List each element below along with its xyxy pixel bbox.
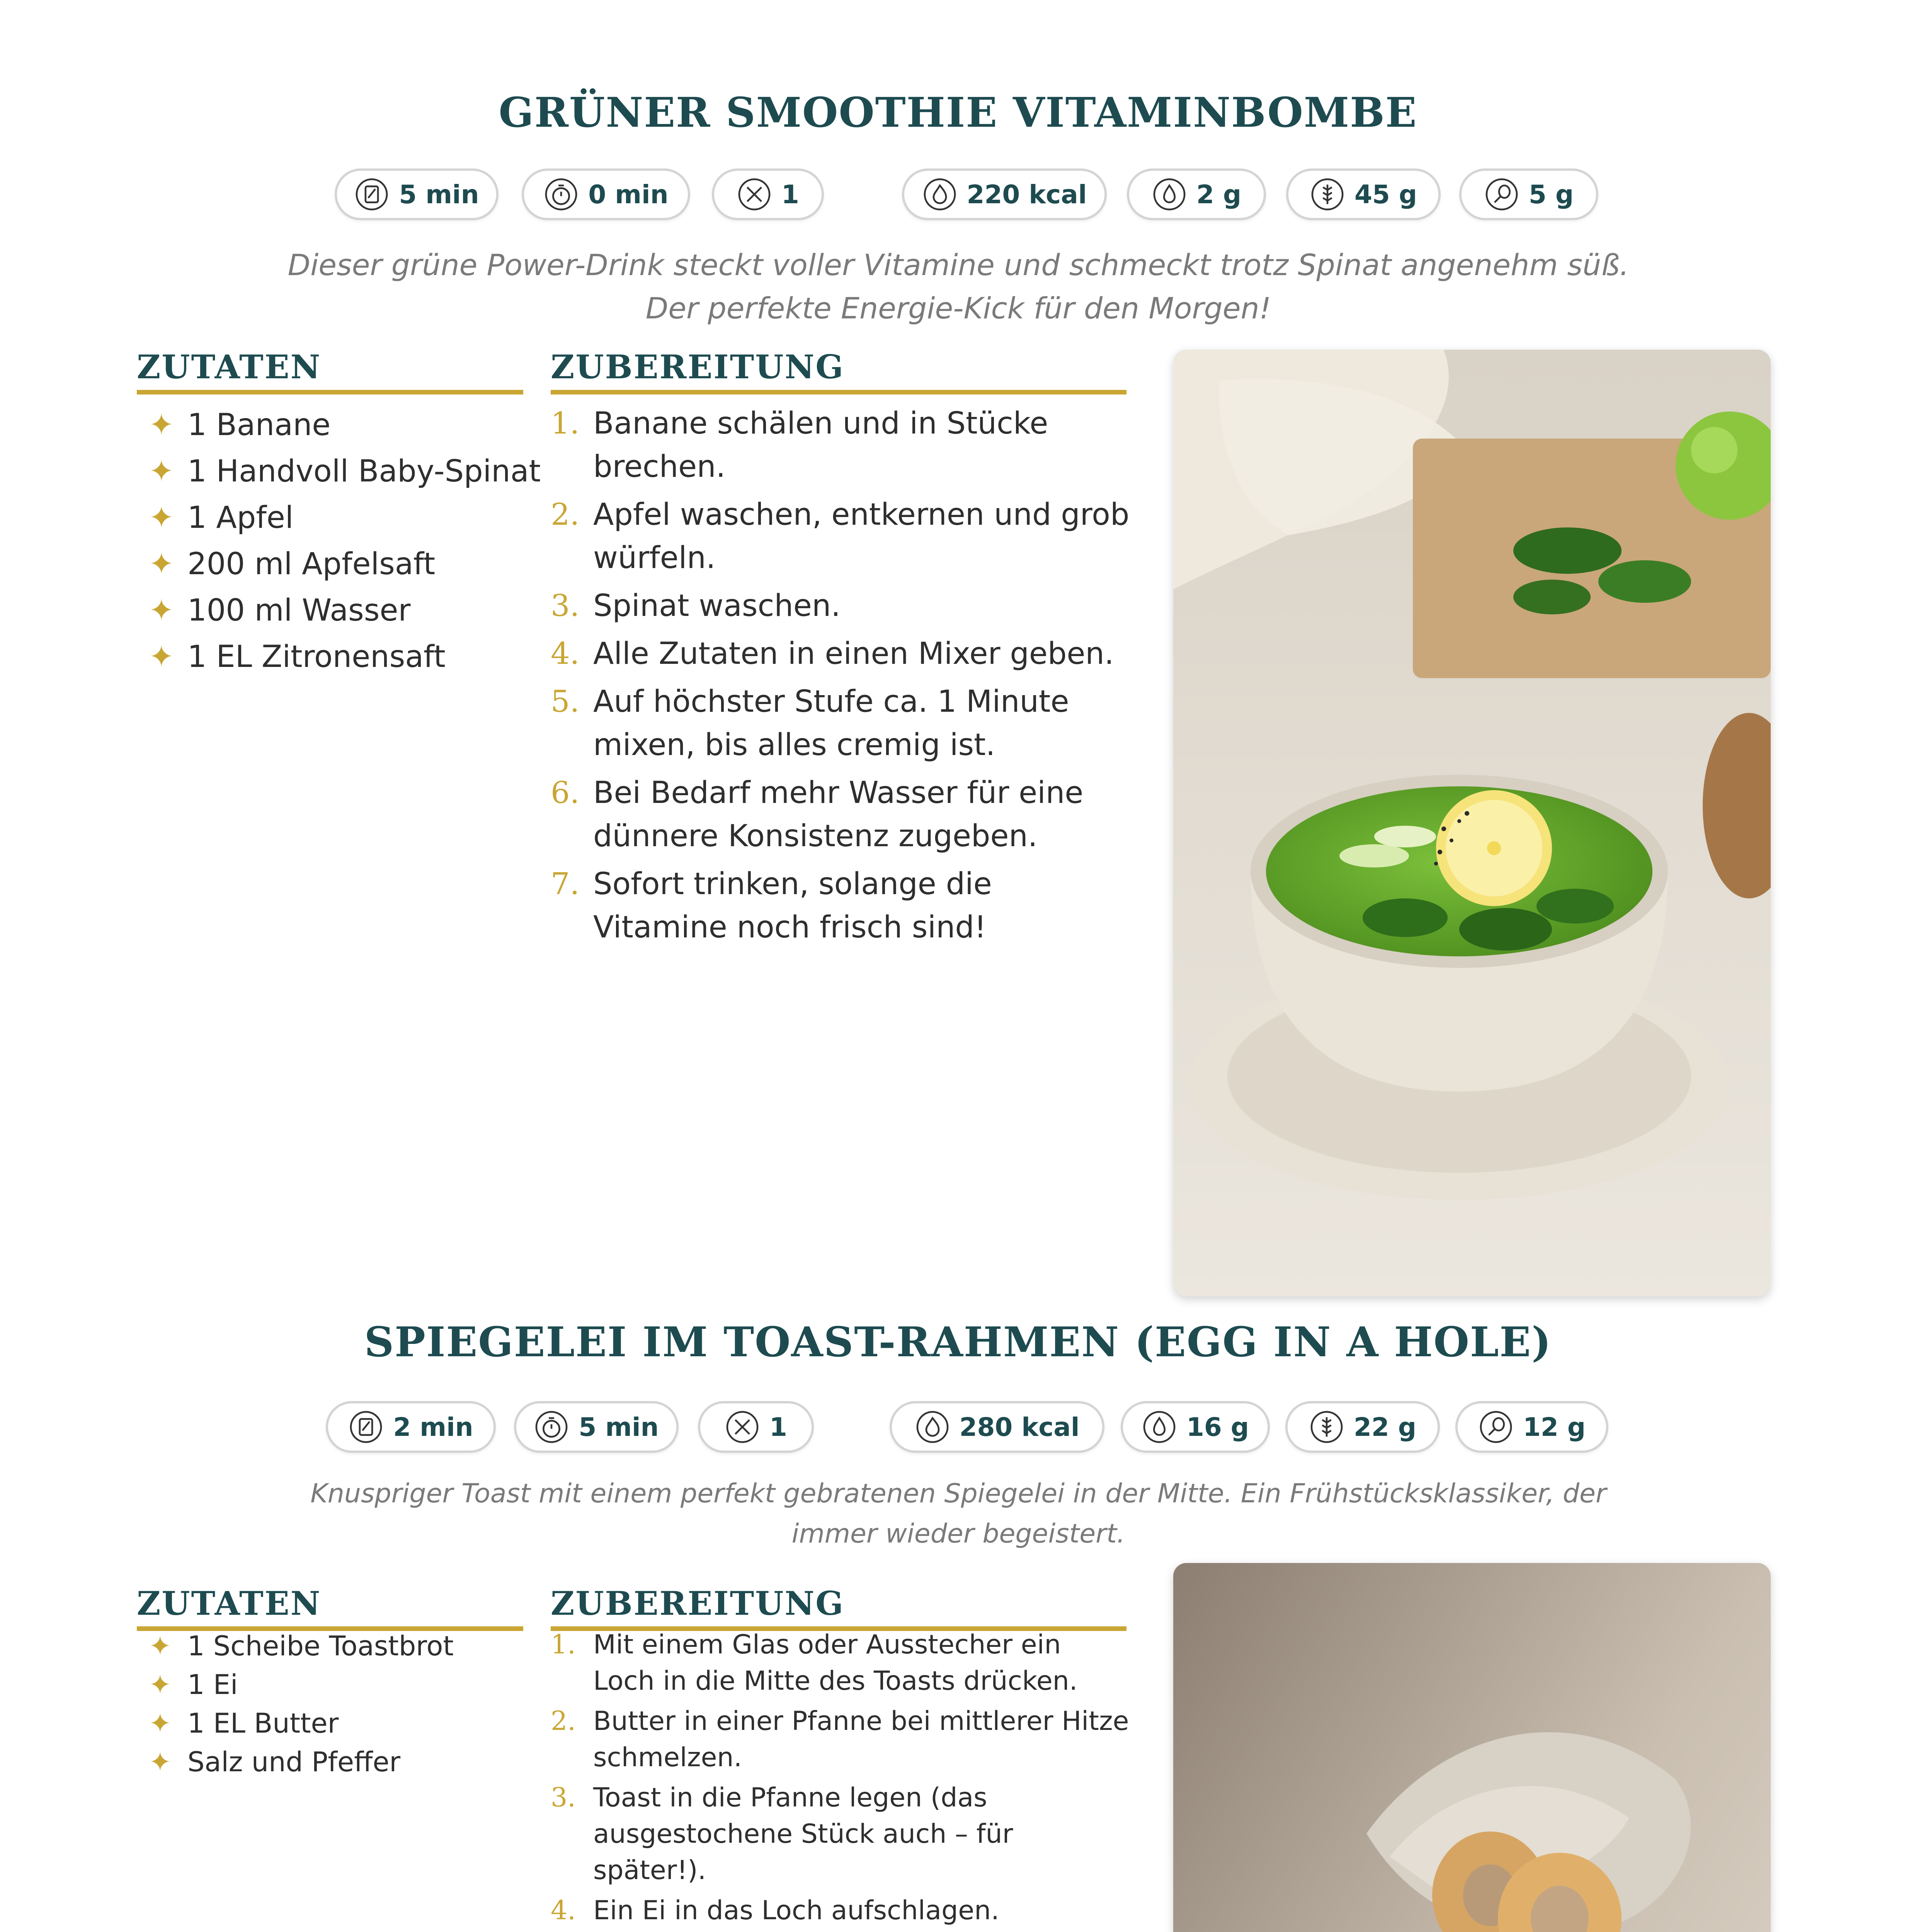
recipe-title: GRÜNER SMOOTHIE VITAMINBOMBE [499,88,1417,136]
stat-calories [902,168,1107,220]
stat-cook-time [514,1401,679,1453]
preparation-heading: ZUBEREITUNG [551,1584,1126,1631]
carbs-icon [1309,1409,1344,1445]
servings-icon [737,177,772,212]
stat-fat [1127,168,1266,220]
stat-servings [712,168,824,220]
star-bullet-icon: ✦ [149,1746,172,1778]
step-item: 3. Spinat waschen. [551,588,841,623]
stat-prep-time [335,168,499,220]
star-bullet-icon: ✦ [149,1630,172,1662]
stat-prep-time [326,1401,496,1453]
smoothie-bowl-photo [1173,350,1771,1296]
stat-value: 5 min [579,1412,659,1442]
list-item: ✦ 1 Ei [149,1665,539,1704]
star-bullet-icon: ✦ [149,408,174,442]
nutrition-stats [0,168,1916,225]
star-bullet-icon: ✦ [149,593,174,628]
step-item: 1. Mit einem Glas oder Ausstecher ein Loch in die Mitte des Toasts drücken. [551,1629,1078,1696]
calories-icon [915,1409,950,1445]
prep-time-icon [354,177,390,212]
preparation-heading: ZUBEREITUNG [551,348,1126,395]
recipe-title: SPIEGELEI IM TOAST-RAHMEN (EGG IN A HOLE) [364,1318,1552,1366]
stat-carbs [1285,1401,1440,1453]
stat-calories [890,1401,1104,1453]
ingredients-list [149,1627,539,1781]
stat-value: 16 g [1186,1412,1249,1442]
recipe-intro: Knuspriger Toast mit einem perfekt gebratenen Spiegelei in der Mitte. Ein Frühstücksklassiker, der immer wieder begeistert. [310,1478,1606,1549]
star-bullet-icon: ✦ [149,547,174,582]
ingredients-heading: ZUTATEN [137,1584,523,1631]
list-item: ✦ 1 Handvoll Baby-Spinat [149,448,539,495]
step-item: 3. Toast in die Pfanne legen (das ausgestochene Stück auch – für später!). [551,1782,1013,1886]
prep-time-icon [348,1409,384,1445]
list-item: ✦ 1 Scheibe Toastbrot [149,1627,539,1665]
list-item: ✦ 1 Apfel [149,495,539,541]
step-item: 5. Auf höchster Stufe ca. 1 Minute mixen, bis alles cremig ist. [551,684,1069,762]
step-item: 7. Sofort trinken, solange die Vitamine noch frisch sind! [551,867,992,945]
stat-value: 22 g [1353,1412,1417,1442]
protein-icon [1478,1409,1514,1445]
egg-in-toast-photo [1173,1563,1771,1932]
stat-protein [1455,1401,1608,1453]
stat-cook-time [522,168,690,220]
stat-fat [1121,1401,1270,1453]
step-item: 6. Bei Bedarf mehr Wasser für eine dünnere Konsistenz zugeben. [551,776,1084,854]
list-item: ✦ 200 ml Apfelsaft [149,541,539,587]
timer-icon [534,1409,569,1445]
stat-value: 45 g [1354,179,1417,209]
stat-value: 5 min [399,179,479,209]
timer-icon [543,177,579,212]
ingredients-heading: ZUTATEN [137,348,523,395]
star-bullet-icon: ✦ [149,1708,172,1739]
list-item: ✦ 1 EL Zitronensaft [149,634,539,680]
stat-protein [1459,168,1598,220]
stat-value: 1 [769,1412,787,1442]
step-item: 4. Alle Zutaten in einen Mixer geben. [551,636,1114,671]
servings-icon [725,1409,760,1445]
list-item: ✦ Salz und Pfeffer [149,1743,539,1781]
stat-value: 2 g [1196,179,1242,209]
stat-value: 12 g [1523,1412,1586,1442]
star-bullet-icon: ✦ [149,500,174,535]
star-bullet-icon: ✦ [149,1669,172,1701]
stat-servings [698,1401,814,1453]
step-item: 1. Banane schälen und in Stücke brechen. [551,406,1048,484]
stat-carbs [1286,168,1441,220]
step-item: 4. Ein Ei in das Loch aufschlagen. [551,1895,999,1926]
star-bullet-icon: ✦ [149,639,174,674]
stat-value: 280 kcal [959,1412,1080,1442]
stat-value: 0 min [588,179,669,209]
preparation-steps [551,1627,1130,1932]
nutrition-stats [0,1401,1916,1458]
protein-icon [1484,177,1520,212]
preparation-steps [551,402,1130,954]
stat-value: 1 [781,179,799,209]
star-bullet-icon: ✦ [149,454,174,489]
fat-icon [1142,1409,1177,1445]
list-item: ✦ 1 EL Butter [149,1704,539,1743]
calories-icon [922,177,958,212]
stat-value: 2 min [393,1412,473,1442]
list-item: ✦ 1 Banane [149,402,539,448]
carbs-icon [1310,177,1345,212]
fat-icon [1152,177,1187,212]
stat-value: 220 kcal [967,179,1087,209]
step-item: 2. Butter in einer Pfanne bei mittlerer Hitze schmelzen. [551,1706,1129,1773]
recipe-intro: Dieser grüne Power-Drink steckt voller Vitamine und schmeckt trotz Spinat angenehm süß. Der perfekte Energie-Kick für den Morgen! [288,248,1629,325]
step-item: 2. Apfel waschen, entkernen und grob würfeln. [551,497,1130,575]
stat-value: 5 g [1528,179,1574,209]
list-item: ✦ 100 ml Wasser [149,587,539,634]
ingredients-list [149,402,539,680]
